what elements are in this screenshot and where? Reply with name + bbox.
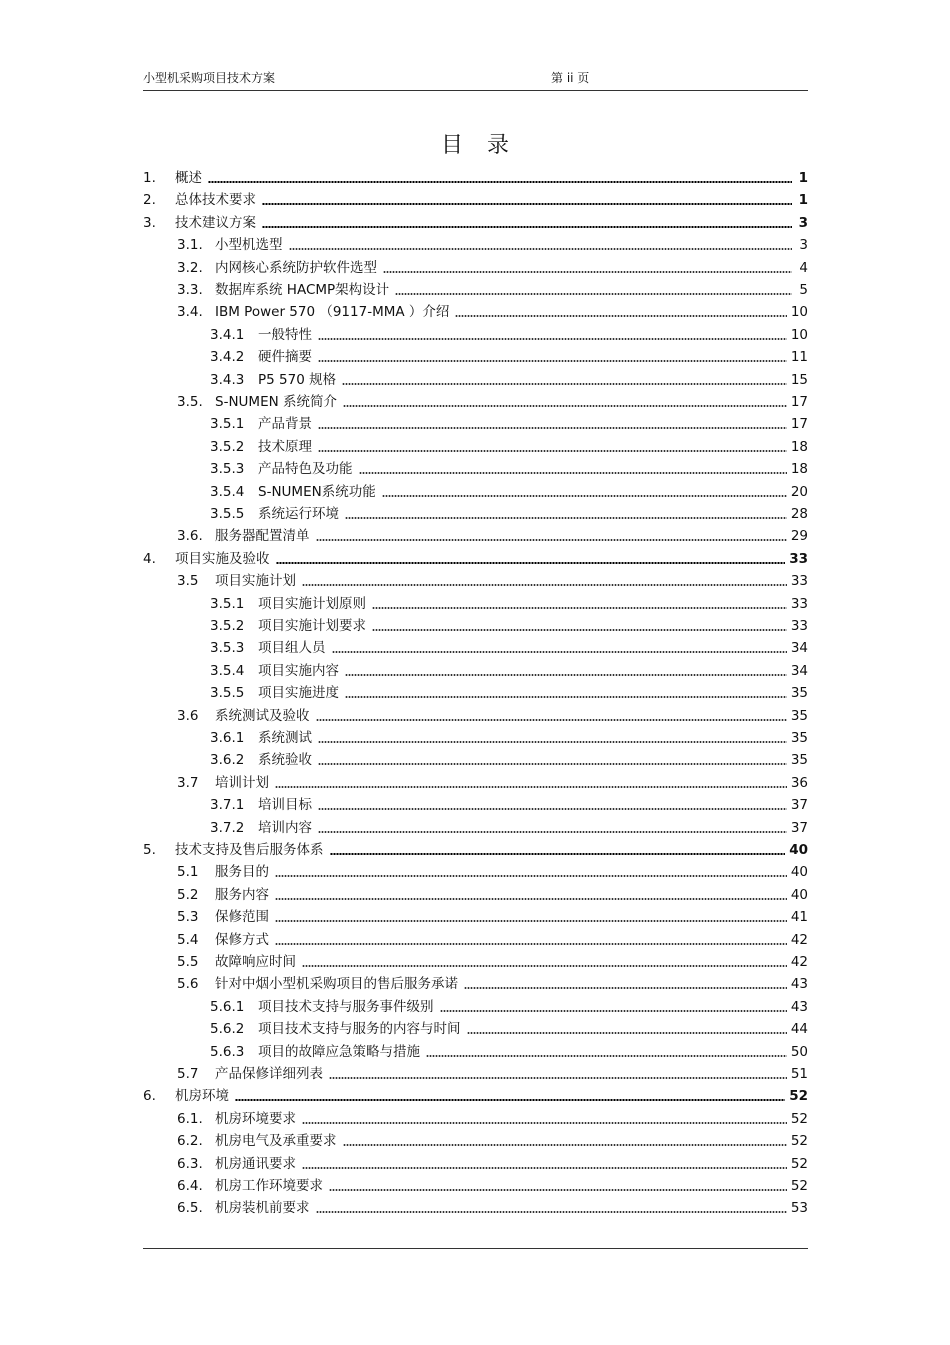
toc-entry-page: 37 [790,797,808,814]
toc-entry[interactable] [177,278,808,298]
toc-entry-page: 53 [790,1200,808,1217]
toc-entry-number: 3.1. [177,237,203,254]
toc-leader-dots [329,1189,787,1191]
toc-entry[interactable] [177,1152,808,1172]
toc-entry-text: 机房电气及承重要求 [215,1133,337,1150]
toc-entry-number: 3.7.2 [210,819,245,836]
toc-leader-dots [342,383,787,385]
toc-entry-page: 33 [790,595,808,612]
toc-entry-link[interactable] [210,372,336,388]
toc-entry-page: 1 [798,192,808,209]
toc-leader-dots [276,562,786,564]
toc-entry[interactable] [177,569,808,589]
toc-entry-text: 产品背景 [258,416,312,433]
toc-leader-dots [395,293,792,295]
toc-entry-link[interactable] [143,170,202,186]
toc-entry[interactable] [210,323,808,343]
toc-entry-link[interactable] [210,663,339,679]
toc-entry-link[interactable] [177,909,269,925]
toc-entry-link[interactable] [177,394,337,410]
toc-entry-text: 一般特性 [258,326,312,343]
toc-entry-text: 机房环境 [175,1088,229,1105]
toc-entry-link[interactable] [210,484,376,500]
toc-leader-dots [343,1144,787,1146]
toc-leader-dots [302,584,787,586]
toc-entry-page: 33 [790,618,808,634]
toc-leader-dots [318,427,787,429]
toc-entry-link[interactable] [177,954,296,970]
toc-leader-dots [345,674,787,676]
toc-entry-page: 18 [790,461,808,478]
toc-entry-text: 服务目的 [215,864,269,881]
toc-entry-number: 3.6 [177,707,199,724]
toc-entry-page: 35 [790,685,808,702]
toc-entry-text: 服务器配置清单 [215,528,310,545]
toc-entry-text: 硬件摘要 [258,349,312,366]
toc-entry-text: 内网核心系统防护软件选型 [215,259,377,276]
toc-entry-number: 3.5.3 [210,640,245,657]
toc-entry-link[interactable] [210,797,312,813]
toc-entry[interactable] [177,1107,808,1127]
toc-entry-page: 11 [790,349,808,366]
toc-entry-text: 机房通讯要求 [215,1155,296,1172]
toc-entry-link[interactable] [210,685,339,701]
toc-entry-link[interactable] [177,1200,310,1216]
toc-entry-link[interactable] [177,282,389,298]
toc-entry-number: 3.5.1 [210,416,245,433]
toc-entry[interactable] [177,950,808,970]
toc-entry-number: 3.5.3 [210,461,245,478]
toc-entry-page: 52 [790,1178,808,1194]
toc-entry-page: 44 [790,1021,808,1038]
toc-entry-number: 3.7.1 [210,797,245,814]
toc-entry-text: P5 570 规格 [258,371,337,388]
toc-entry-link[interactable] [210,416,312,432]
toc-entry[interactable] [177,256,808,276]
toc-leader-dots [383,271,792,273]
toc-entry-number: 5.5 [177,954,199,970]
toc-leader-dots [208,181,792,183]
toc-entry-number: 3.5.5 [210,506,245,522]
toc-entry-number: 3.5 [177,573,199,590]
toc-entry-number: 3.4.1 [210,326,245,343]
toc-entry-number: 3.2. [177,259,203,276]
toc-entry-text: 概述 [175,170,202,186]
toc-entry-number: 6.5. [177,1200,203,1217]
toc-entry[interactable] [177,390,808,410]
toc-leader-dots [330,853,786,855]
toc-entry-text: 项目的故障应急策略与措施 [258,1043,420,1060]
toc-entry-page: 43 [790,976,808,993]
toc-leader-dots [235,1099,785,1101]
toc-entry-text: 项目实施计划 [215,573,296,590]
toc-entry-page: 50 [790,1043,808,1060]
toc-entry-text: 技术原理 [258,438,312,455]
toc-entry-number: 6.4. [177,1178,203,1194]
toc-entry-page: 33 [790,573,808,590]
toc-entry-link[interactable] [177,1111,296,1127]
toc-leader-dots [289,248,793,250]
toc-entry-text: 故障响应时间 [215,954,296,970]
toc-leader-dots [316,539,787,541]
toc-entry-text: 机房环境要求 [215,1110,296,1127]
toc-leader-dots [302,1167,787,1169]
toc-entry[interactable] [177,905,808,925]
toc-entry-number: 5.7 [177,1066,199,1082]
toc-leader-dots [275,875,787,877]
toc-entry-page: 41 [790,909,808,926]
toc-entry-page: 35 [790,707,808,724]
toc-entry-link[interactable] [210,596,366,612]
toc-entry-page: 17 [790,416,808,433]
toc-entry-number: 3.7 [177,774,199,791]
toc-entry-number: 5.6.1 [210,998,245,1015]
toc-entry-page: 52 [789,1088,808,1105]
document-title: 小型机采购项目技术方案 [143,71,276,85]
toc-entry-number: 3.5. [177,394,203,410]
toc-entry-text: 项目实施计划要求 [258,618,366,634]
toc-entry-page: 34 [790,662,808,679]
toc-entry-page: 40 [790,864,808,881]
toc-entry-text: IBM Power 570 （9117-MMA ）介绍 [215,304,450,321]
toc-entry-page: 35 [790,730,808,746]
toc-entry-number: 3.5.4 [210,662,245,679]
toc-entry-number: 5. [143,842,156,858]
toc-entry-link[interactable] [210,439,312,455]
toc-entry-text: 机房工作环境要求 [215,1178,323,1194]
toc-entry-number: 5.4 [177,931,199,948]
toc-leader-dots [262,203,792,205]
toc-entry-page: 20 [790,483,808,500]
toc-entry[interactable] [210,659,808,679]
toc-entry-text: 总体技术要求 [175,192,256,209]
toc-leader-dots [302,965,787,967]
toc-entry-page: 17 [790,394,808,410]
toc-leader-dots [318,450,787,452]
toc-entry-number: 1. [143,170,156,186]
toc-entry-text: 保修方式 [215,931,269,948]
toc-entry[interactable] [177,771,808,791]
footer-divider [143,1248,808,1249]
toc-entry-number: 3.4. [177,304,203,321]
toc-entry-text: 针对中烟小型机采购项目的售后服务承诺 [215,976,458,993]
toc-leader-dots [275,920,787,922]
toc-entry-link[interactable] [177,1133,337,1149]
toc-entry-link[interactable] [177,1066,323,1082]
toc-entry-link[interactable] [143,842,324,858]
toc-leader-dots [382,495,787,497]
toc-leader-dots [275,786,787,788]
toc-entry[interactable] [143,188,808,208]
toc-entry-link[interactable] [177,932,269,948]
toc-entry[interactable] [143,166,808,186]
toc-entry[interactable] [210,816,808,836]
toc-entry-link[interactable] [210,820,312,836]
toc-entry-link[interactable] [210,506,339,522]
toc-entry-text: 保修范围 [215,909,269,926]
toc-entry[interactable] [210,502,808,522]
toc-entry[interactable] [143,547,808,567]
toc-entry[interactable] [177,972,808,992]
toc-entry[interactable] [210,412,808,432]
page-number-label: 第 ii 页 [551,71,590,85]
toc-leader-dots [345,517,787,519]
toc-entry-page: 10 [790,304,808,321]
toc-leader-dots [372,629,787,631]
toc-entry-text: 系统运行环境 [258,506,339,522]
toc-entry-text: S-NUMEN 系统简介 [215,394,337,410]
toc-leader-dots [372,607,787,609]
toc-entry[interactable] [210,681,808,701]
toc-leader-dots [329,1077,787,1079]
toc-entry-link[interactable] [210,730,312,746]
toc-entry-number: 3.5.5 [210,685,245,702]
toc-entry-text: 培训目标 [258,797,312,814]
toc-entry-number: 6. [143,1088,156,1105]
toc-entry[interactable] [210,995,808,1015]
toc-entry[interactable] [177,928,808,948]
toc-entry-number: 5.3 [177,909,199,926]
toc-entry[interactable] [210,1040,808,1060]
toc-entry-text: 培训内容 [258,819,312,836]
toc-leader-dots [345,696,787,698]
toc-entry[interactable] [210,748,808,768]
toc-entry-number: 6.3. [177,1155,203,1172]
toc-entry-link[interactable] [143,215,256,231]
toc-entry-text: 数据库系统 HACMP架构设计 [215,282,390,298]
toc-entry-link[interactable] [177,976,458,992]
toc-entry[interactable] [210,345,808,365]
toc-entry-link[interactable] [177,1156,296,1172]
toc-leader-dots [318,338,787,340]
toc-entry-text: 系统测试及验收 [215,707,310,724]
toc-entry-text: 机房装机前要求 [215,1200,310,1217]
toc-entry[interactable] [210,435,808,455]
toc-entry-link[interactable] [177,1178,323,1194]
toc-entry-text: 项目组人员 [258,640,326,657]
toc-entry-link[interactable] [177,775,269,791]
toc-entry-number: 5.6 [177,976,199,993]
toc-entry-link[interactable] [177,237,283,253]
toc-entry-page: 40 [789,842,808,858]
toc-entry-page: 52 [790,1110,808,1127]
toc-leader-dots [318,741,787,743]
toc-entry-link[interactable] [177,887,269,903]
toc-entry-text: 服务内容 [215,886,269,903]
toc-entry-number: 6.1. [177,1110,203,1127]
toc-entry-number: 3.5.2 [210,438,245,455]
toc-title: 目录 [440,133,533,158]
toc-entry-page: 33 [789,550,808,567]
toc-entry-page: 28 [790,506,808,522]
toc-entry-number: 3.5.1 [210,595,245,612]
toc-entry-text: 产品保修详细列表 [215,1066,323,1082]
toc-entry[interactable] [177,1062,808,1082]
page-header [143,64,808,91]
toc-entry-text: 项目实施进度 [258,685,339,702]
toc-entry-page: 42 [790,954,808,970]
toc-entry[interactable] [177,860,808,880]
toc-entry-text: 产品特色及功能 [258,461,353,478]
toc-leader-dots [426,1055,787,1057]
toc-entry-link[interactable] [210,618,366,634]
toc-entry-page: 52 [790,1133,808,1150]
toc-entry[interactable] [210,368,808,388]
toc-entry-link[interactable] [177,260,377,276]
toc-leader-dots [464,987,787,989]
toc-entry-page: 35 [790,752,808,769]
toc-entry-page: 15 [790,371,808,388]
toc-entry-link[interactable] [210,349,312,365]
toc-entry-number: 3.4.3 [210,371,245,388]
toc-leader-dots [467,1032,787,1034]
toc-leader-dots [302,1122,787,1124]
toc-entry-number: 3.4.2 [210,349,245,366]
toc-entry-link[interactable] [210,1044,420,1060]
toc-entry[interactable] [177,1196,808,1216]
toc-entry[interactable] [210,457,808,477]
toc-entry-link[interactable] [210,640,326,656]
toc-leader-dots [318,763,787,765]
toc-leader-dots [332,651,787,653]
toc-entry-text: 项目实施及验收 [175,550,270,567]
toc-entry-page: 1 [798,170,808,186]
toc-entry[interactable] [177,524,808,544]
toc-entry-number: 4. [143,550,156,567]
toc-entry-link[interactable] [177,528,310,544]
toc-entry-text: 系统验收 [258,752,312,769]
toc-leader-dots [318,831,787,833]
toc-entry-page: 43 [790,998,808,1015]
toc-entry[interactable] [177,300,808,320]
toc-entry[interactable] [210,614,808,634]
toc-entry-link[interactable] [143,1088,229,1104]
toc-entry[interactable] [210,636,808,656]
toc-entry-text: 技术建议方案 [175,214,256,231]
toc-leader-dots [318,808,787,810]
toc-entry[interactable] [210,793,808,813]
toc-entry-number: 5.6.2 [210,1021,245,1038]
toc-entry[interactable] [177,233,808,253]
toc-entry-number: 5.2 [177,886,199,903]
toc-entry[interactable] [177,1174,808,1194]
toc-entry-page: 5 [799,282,808,298]
toc-entry[interactable] [143,838,808,858]
toc-entry[interactable] [143,1084,808,1104]
toc-entry-page: 52 [790,1155,808,1172]
toc-leader-dots [275,898,787,900]
toc-entry-number: 6.2. [177,1133,203,1150]
toc-entry-number: 3.6. [177,528,203,545]
toc-entry[interactable] [210,1017,808,1037]
toc-entry[interactable] [143,211,808,231]
toc-leader-dots [316,1211,787,1213]
toc-entry-page: 42 [790,931,808,948]
toc-entry-text: 小型机选型 [215,237,283,254]
toc-leader-dots [275,943,787,945]
toc-entry-link[interactable] [210,999,434,1015]
toc-entry[interactable] [177,704,808,724]
toc-leader-dots [318,360,787,362]
toc-leader-dots [455,315,786,317]
toc-entry-link[interactable] [210,752,312,768]
toc-entry[interactable] [210,592,808,612]
toc-entry-page: 40 [790,886,808,903]
toc-leader-dots [359,472,787,474]
toc-entry-link[interactable] [177,864,269,880]
toc-entry-number: 3.5.4 [210,483,245,500]
toc-entry-number: 5.1 [177,864,199,881]
toc-entry-page: 3 [798,214,808,231]
toc-entry-number: 5.6.3 [210,1043,245,1060]
toc-entry-number: 2. [143,192,156,209]
toc-entry[interactable] [177,1129,808,1149]
toc-entry-page: 18 [790,438,808,455]
toc-entry-number: 3.5.2 [210,618,245,634]
toc-leader-dots [262,226,792,228]
toc-entry-text: 系统测试 [258,730,312,746]
toc-entry-link[interactable] [177,573,296,589]
toc-entry-link[interactable] [143,192,256,208]
toc-leader-dots [440,1010,787,1012]
toc-leader-dots [316,719,787,721]
toc-entry-text: 技术支持及售后服务体系 [175,842,324,858]
toc-entry-page: 10 [790,326,808,343]
toc-entry-page: 51 [790,1066,808,1082]
toc-entry-text: 项目技术支持与服务的内容与时间 [258,1021,461,1038]
toc-entry-number: 3.6.2 [210,752,245,769]
toc-entry-link[interactable] [177,304,449,320]
toc-entry[interactable] [210,480,808,500]
toc-entry-number: 3.3. [177,282,203,298]
toc-entry-number: 3.6.1 [210,730,245,746]
toc-entry-text: 培训计划 [215,774,269,791]
toc-entry-link[interactable] [210,1021,461,1037]
toc-entry-link[interactable] [210,327,312,343]
toc-entry-text: 项目实施计划原则 [258,595,366,612]
toc-entry-text: 项目技术支持与服务事件级别 [258,998,434,1015]
toc-entry-page: 4 [799,259,808,276]
toc-entry-page: 37 [790,819,808,836]
toc-entry-text: 项目实施内容 [258,662,339,679]
toc-entry-link[interactable] [177,708,310,724]
toc-entry[interactable] [177,883,808,903]
toc-entry-page: 3 [799,237,808,254]
toc-entry-link[interactable] [210,461,353,477]
toc-entry-number: 3. [143,214,156,231]
toc-entry-text: S-NUMEN系统功能 [258,483,376,500]
toc-entry-page: 34 [790,640,808,657]
toc-entry[interactable] [210,726,808,746]
toc-entry-page: 36 [790,774,808,791]
toc-entry-link[interactable] [143,551,270,567]
toc-entry-page: 29 [790,528,808,545]
toc-leader-dots [343,405,787,407]
